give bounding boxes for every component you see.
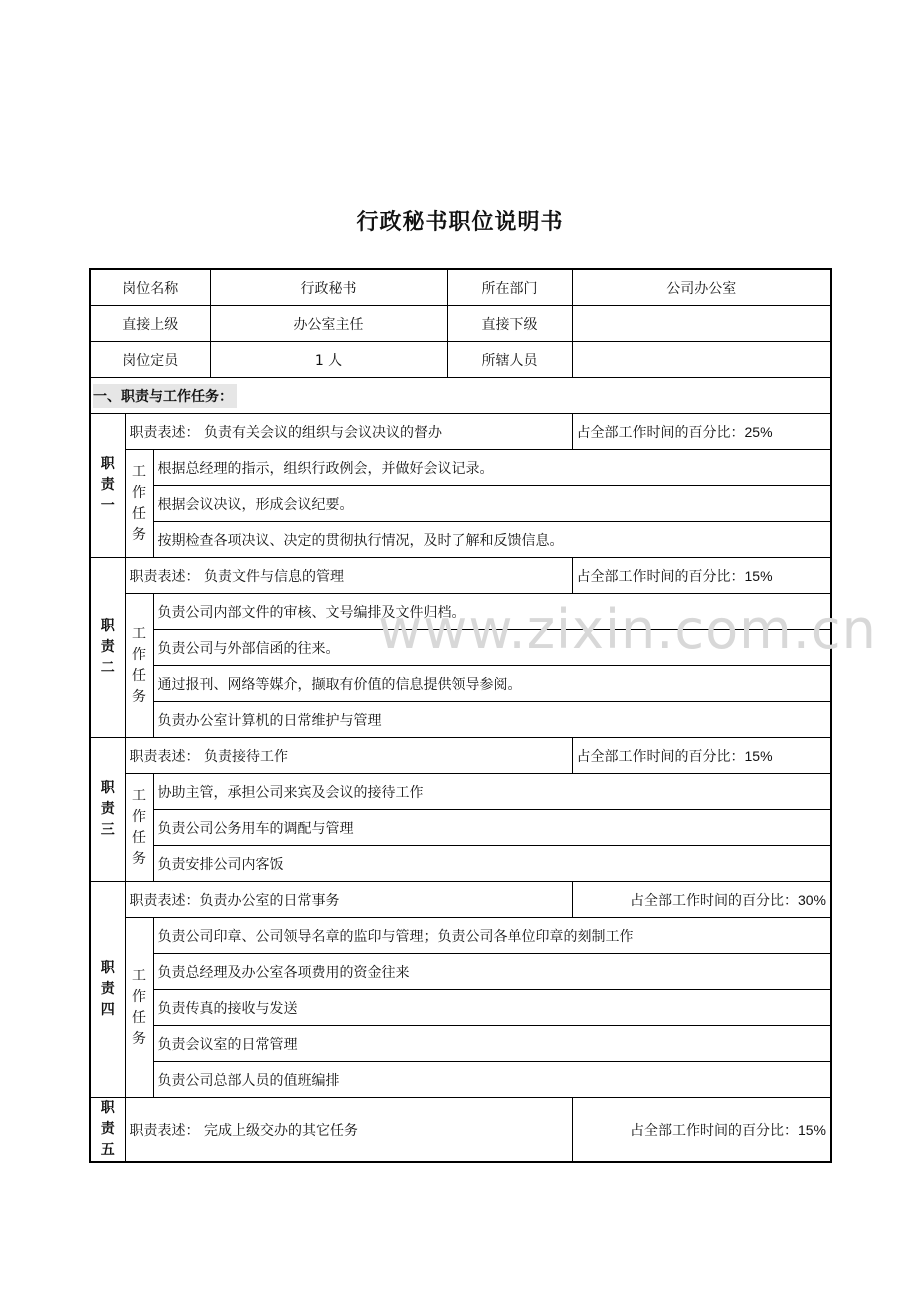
duty-2-task-2: 负责公司与外部信函的往来。 bbox=[153, 630, 831, 666]
header-row-post bbox=[90, 269, 831, 306]
duty-5-label: 职 责 五 bbox=[90, 1098, 125, 1163]
duty-2-task-label: 工 作 任 务 bbox=[125, 594, 153, 738]
managed-value bbox=[572, 342, 831, 378]
duty-2-statement-row bbox=[90, 558, 831, 594]
subordinate-value bbox=[572, 306, 831, 342]
duty-1-statement-row bbox=[90, 414, 831, 450]
duty-4-task-row bbox=[90, 918, 831, 954]
duty-3-statement: 职责表述： 负责接待工作 bbox=[125, 738, 572, 774]
duty-2-label: 职 责 二 bbox=[90, 558, 125, 738]
duty-4-task-4: 负责会议室的日常管理 bbox=[153, 1026, 831, 1062]
duty-4-task-1: 负责公司印章、公司领导名章的监印与管理；负责公司各单位印章的刻制工作 bbox=[153, 918, 831, 954]
duty-4-statement-row bbox=[90, 882, 831, 918]
dept-value: 公司办公室 bbox=[572, 269, 831, 306]
duty-4-task-row bbox=[90, 990, 831, 1026]
duty-2-percent: 占全部工作时间的百分比：15% bbox=[572, 558, 831, 594]
superior-value: 办公室主任 bbox=[210, 306, 447, 342]
section-heading: 一、职责与工作任务： bbox=[93, 384, 237, 408]
job-description-table bbox=[89, 268, 832, 1163]
duty-2-task-row bbox=[90, 666, 831, 702]
headcount-label: 岗位定员 bbox=[90, 342, 210, 378]
duty-3-task-label: 工 作 任 务 bbox=[125, 774, 153, 882]
duty-3-statement-row bbox=[90, 738, 831, 774]
watermark: www.zixin.com.cn bbox=[378, 598, 877, 661]
section-heading-row bbox=[90, 378, 831, 414]
duty-5-percent: 占全部工作时间的百分比：15% bbox=[572, 1098, 831, 1163]
duty-3-task-3: 负责安排公司内客饭 bbox=[153, 846, 831, 882]
duty-4-label: 职 责 四 bbox=[90, 882, 125, 1098]
duty-4-task-2: 负责总经理及办公室各项费用的资金往来 bbox=[153, 954, 831, 990]
duty-3-task-1: 协助主管，承担公司来宾及会议的接待工作 bbox=[153, 774, 831, 810]
duty-3-task-2: 负责公司公务用车的调配与管理 bbox=[153, 810, 831, 846]
duty-5-statement-row bbox=[90, 1098, 831, 1163]
duty-2-statement: 职责表述： 负责文件与信息的管理 bbox=[125, 558, 572, 594]
duty-1-task-3: 按期检查各项决议、决定的贯彻执行情况，及时了解和反馈信息。 bbox=[153, 522, 831, 558]
duty-4-percent: 占全部工作时间的百分比：30% bbox=[572, 882, 831, 918]
duty-1-task-row bbox=[90, 450, 831, 486]
duty-4-task-row bbox=[90, 1026, 831, 1062]
duty-1-task-row bbox=[90, 522, 831, 558]
post-name-label: 岗位名称 bbox=[90, 269, 210, 306]
duty-1-task-label: 工 作 任 务 bbox=[125, 450, 153, 558]
duty-3-task-row bbox=[90, 774, 831, 810]
duty-3-task-row bbox=[90, 810, 831, 846]
duty-4-task-row bbox=[90, 1062, 831, 1098]
duty-2-task-row bbox=[90, 630, 831, 666]
duty-1-statement: 职责表述： 负责有关会议的组织与会议决议的督办 bbox=[125, 414, 572, 450]
duty-4-task-label: 工 作 任 务 bbox=[125, 918, 153, 1098]
duty-4-task-3: 负责传真的接收与发送 bbox=[153, 990, 831, 1026]
duty-4-task-5: 负责公司总部人员的值班编排 bbox=[153, 1062, 831, 1098]
duty-3-label: 职 责 三 bbox=[90, 738, 125, 882]
duty-3-percent: 占全部工作时间的百分比：15% bbox=[572, 738, 831, 774]
duty-4-statement: 职责表述：负责办公室的日常事务 bbox=[125, 882, 572, 918]
headcount-value: 1 人 bbox=[210, 342, 447, 378]
duty-5-statement: 职责表述： 完成上级交办的其它任务 bbox=[125, 1098, 572, 1163]
duty-2-task-4: 负责办公室计算机的日常维护与管理 bbox=[153, 702, 831, 738]
subordinate-label: 直接下级 bbox=[447, 306, 572, 342]
header-row-headcount bbox=[90, 342, 831, 378]
duty-1-percent: 占全部工作时间的百分比：25% bbox=[572, 414, 831, 450]
managed-label: 所辖人员 bbox=[447, 342, 572, 378]
header-row-superior bbox=[90, 306, 831, 342]
duty-2-task-row bbox=[90, 594, 831, 630]
duty-1-task-1: 根据总经理的指示，组织行政例会，并做好会议记录。 bbox=[153, 450, 831, 486]
duty-3-task-row bbox=[90, 846, 831, 882]
page-title: 行政秘书职位说明书 bbox=[356, 210, 564, 235]
duty-1-task-row bbox=[90, 486, 831, 522]
superior-label: 直接上级 bbox=[90, 306, 210, 342]
duty-2-task-1: 负责公司内部文件的审核、文号编排及文件归档。 bbox=[153, 594, 831, 630]
duty-2-task-3: 通过报刊、网络等媒介，撷取有价值的信息提供领导参阅。 bbox=[153, 666, 831, 702]
post-name-value: 行政秘书 bbox=[210, 269, 447, 306]
dept-label: 所在部门 bbox=[447, 269, 572, 306]
duty-1-task-2: 根据会议决议，形成会议纪要。 bbox=[153, 486, 831, 522]
duty-1-label: 职 责 一 bbox=[90, 414, 125, 558]
duty-4-task-row bbox=[90, 954, 831, 990]
duty-2-task-row bbox=[90, 702, 831, 738]
